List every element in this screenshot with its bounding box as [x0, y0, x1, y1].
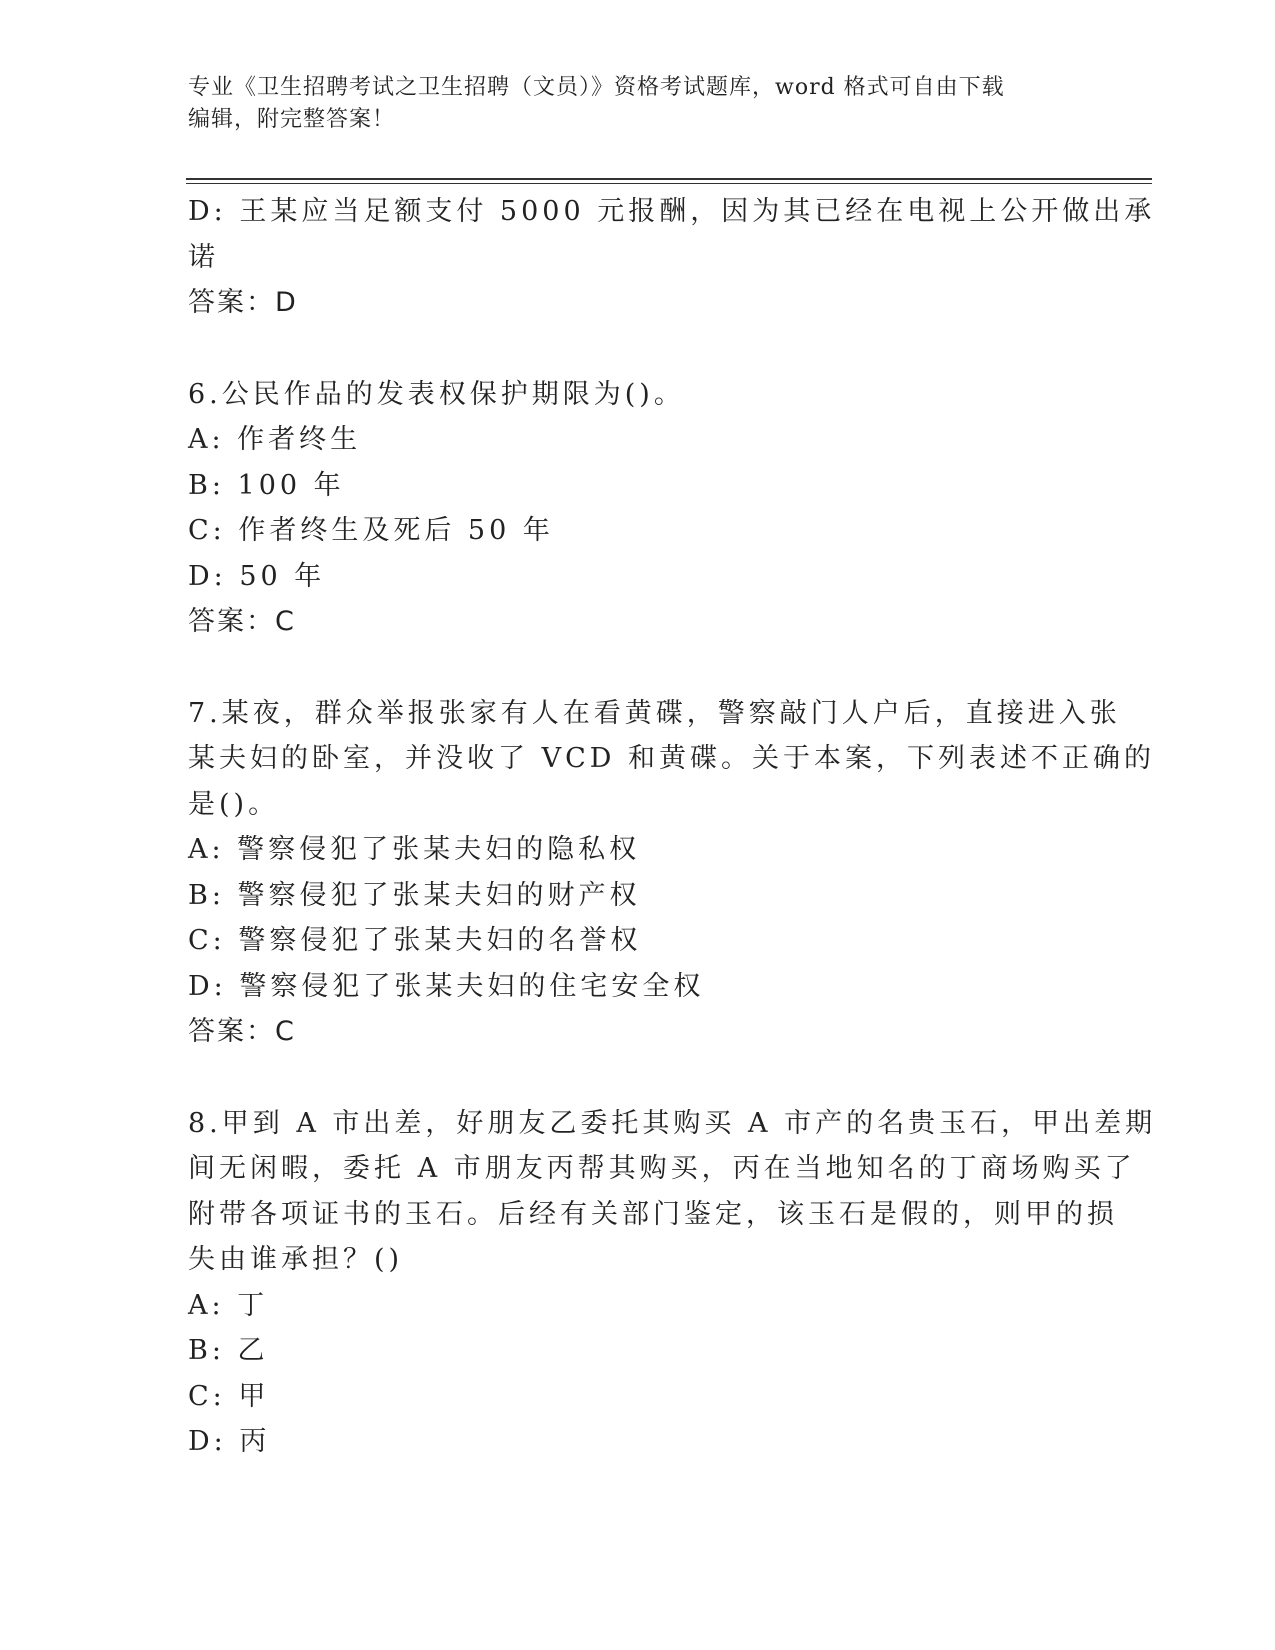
header-divider-thick: [186, 178, 1152, 180]
question-6: [188, 372, 1068, 645]
option-b: B: 乙: [188, 1335, 269, 1366]
option-d: D: 丙: [188, 1426, 271, 1457]
question-stem-line-4: 失由谁承担？(): [188, 1244, 404, 1275]
document-header: [188, 72, 1088, 136]
answer: 答案：D: [188, 287, 298, 318]
option-a: A: 警察侵犯了张某夫妇的隐私权: [188, 834, 641, 865]
option-c: C: 作者终生及死后 50 年: [188, 515, 554, 546]
question-stem-line-2: 某夫妇的卧室，并没收了 VCD 和黄碟。关于本案，下列表述不正确的: [188, 743, 1155, 774]
question-stem-line-3: 附带各项证书的玉石。后经有关部门鉴定，该玉石是假的，则甲的损: [188, 1198, 1118, 1230]
question-stem-line-3: 是()。: [188, 788, 280, 820]
option-d-line-1: D: 王某应当足额支付 5000 元报酬，因为其已经在电视上公开做出承: [188, 196, 1156, 227]
spacer: [188, 326, 1068, 372]
question-stem-line-1: 7.某夜，群众举报张家有人在看黄碟，警察敲门人户后，直接进入张: [188, 697, 1121, 729]
question-8: [188, 1101, 1157, 1465]
spacer: [188, 645, 1068, 691]
option-d: D: 50 年: [188, 560, 326, 592]
header-title-line-2: 编辑，附完整答案！: [188, 107, 396, 132]
question-5-tail: [188, 189, 1156, 326]
question-stem: 6.公民作品的发表权保护期限为()。: [188, 378, 685, 410]
spacer: [188, 1055, 1068, 1101]
answer: 答案：C: [188, 606, 296, 637]
question-stem-line-2: 间无闲暇，委托 A 市朋友丙帮其购买，丙在当地知名的丁商场购买了: [188, 1153, 1136, 1184]
header-title-line-1: 专业《卫生招聘考试之卫生招聘（文员）》资格考试题库，word 格式可自由下载: [188, 75, 1005, 100]
option-b: B: 警察侵犯了张某夫妇的财产权: [188, 879, 641, 911]
question-7: [188, 691, 1155, 1055]
answer: 答案：C: [188, 1016, 296, 1047]
option-b: B: 100 年: [188, 469, 345, 501]
option-a: A: 丁: [188, 1289, 269, 1321]
header-divider-thin: [186, 183, 1152, 184]
option-c: C: 警察侵犯了张某夫妇的名誉权: [188, 925, 642, 956]
question-stem-line-1: 8.甲到 A 市出差，好朋友乙委托其购买 A 市产的名贵玉石，甲出差期: [188, 1107, 1157, 1139]
option-a: A: 作者终生: [188, 424, 362, 455]
option-d: D: 警察侵犯了张某夫妇的住宅安全权: [188, 970, 705, 1002]
option-c: C: 甲: [188, 1380, 270, 1412]
document-body: [188, 189, 1157, 1465]
option-d-line-2: 诺: [188, 241, 219, 273]
